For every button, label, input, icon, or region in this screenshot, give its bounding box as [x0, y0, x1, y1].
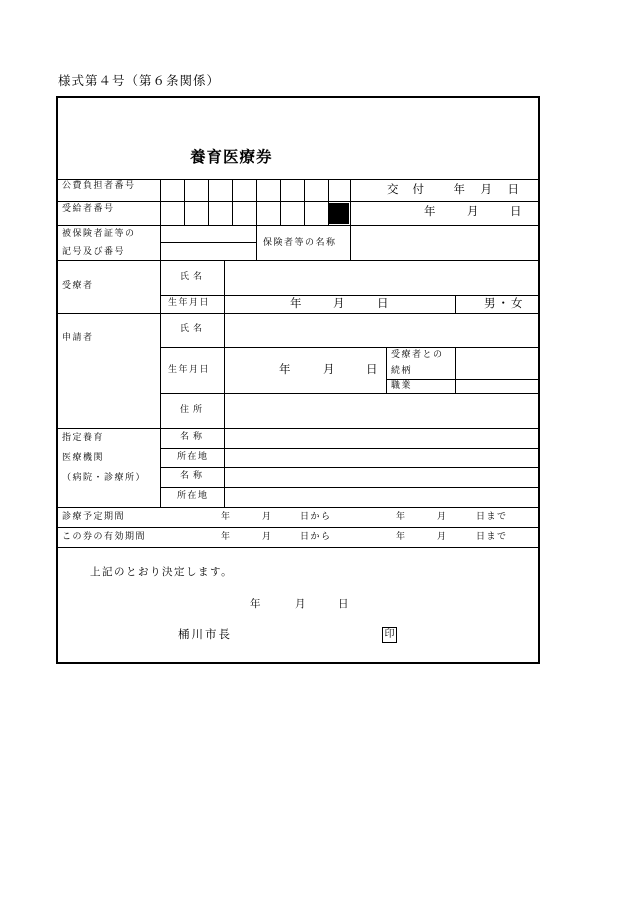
institution-name-label-2: 名称 [180, 471, 207, 481]
grid-line [455, 295, 456, 313]
institution-location-label-1: 所在地 [177, 452, 209, 462]
grid-line [184, 179, 185, 225]
seal-mark: 印 [382, 627, 397, 643]
issue-date [387, 184, 519, 196]
applicant-birth-year: 年 [279, 362, 291, 376]
grid-line [160, 347, 538, 348]
recipient-number-label: 受給者番号 [62, 204, 115, 214]
form-number-label: 様式第４号（第６条関係） [58, 73, 221, 88]
valid-from-year: 年 [221, 532, 232, 542]
grid-line [56, 428, 538, 429]
decision-year: 年 [250, 598, 262, 610]
insurance-card-label-2: 記号及び番号 [62, 247, 126, 257]
grid-line [224, 313, 225, 428]
valid-from: 日から [300, 532, 332, 542]
grid-line [455, 347, 456, 393]
treatment-until: 日まで [476, 512, 508, 522]
institution-location-label-2: 所在地 [177, 491, 209, 501]
valid-to-year: 年 [396, 532, 407, 542]
applicant-birth-day: 日 [366, 362, 378, 376]
grid-line [56, 507, 538, 508]
issue-year: 年 [453, 182, 465, 196]
treatment-to-month: 月 [437, 512, 448, 522]
grid-line [280, 179, 281, 225]
treatment-from-month: 月 [262, 512, 273, 522]
grid-line [232, 179, 233, 225]
applicant-birth-month: 月 [323, 362, 335, 376]
mayor-title: 桶川市長 [178, 627, 232, 641]
recipient-year: 年 [424, 204, 436, 218]
recipient-month: 月 [467, 204, 479, 218]
address-label: 住所 [180, 405, 207, 415]
grid-line [256, 225, 257, 260]
treatment-from: 日から [300, 512, 332, 522]
applicant-birthdate-label: 生年月日 [168, 365, 211, 375]
grid-line [350, 179, 351, 225]
patient-birthdate-label: 生年月日 [168, 298, 211, 308]
occupation-label: 職業 [391, 381, 413, 391]
grid-line [160, 448, 538, 449]
grid-line [386, 379, 538, 380]
issue-day: 日 [507, 182, 519, 196]
grid-line [256, 179, 257, 225]
patient-birth-month: 月 [333, 296, 345, 310]
relation-label-1: 受療者との [391, 350, 444, 360]
valid-period-label: この券の有効期間 [62, 532, 147, 542]
patient-name-label: 氏名 [180, 272, 207, 282]
grid-line [160, 295, 538, 296]
grid-line [208, 179, 209, 225]
institution-label-2: 医療機関 [62, 453, 105, 463]
grid-line [386, 347, 387, 393]
applicant-name-label: 氏名 [180, 324, 207, 334]
grid-line [224, 260, 225, 313]
grid-line [56, 313, 538, 314]
certificate-title: 養育医療券 [190, 148, 273, 166]
relation-label-2: 続柄 [391, 366, 413, 376]
grid-line [224, 428, 225, 507]
grid-line [56, 179, 538, 180]
institution-name-label-1: 名称 [180, 432, 207, 442]
issue-month: 月 [480, 182, 492, 196]
grid-line [304, 179, 305, 225]
institution-label-3: （病院・診療所） [62, 473, 147, 483]
grid-line [350, 225, 351, 260]
grid-line [56, 527, 538, 528]
grid-line [56, 225, 538, 226]
recipient-day: 日 [510, 204, 522, 218]
patient-birth-day: 日 [377, 296, 389, 310]
public-payer-number-label: 公費負担者番号 [62, 181, 136, 191]
decision-day: 日 [338, 598, 350, 610]
grid-line [160, 179, 161, 507]
valid-from-month: 月 [262, 532, 273, 542]
insurance-card-label-1: 被保険者証等の [62, 229, 136, 239]
sex-options: 男・女 [484, 296, 525, 310]
patient-label: 受療者 [62, 281, 94, 291]
issue-date-label: 交付 [387, 182, 438, 196]
treatment-to-year: 年 [396, 512, 407, 522]
decision-month: 月 [295, 598, 307, 610]
grid-line [160, 393, 538, 394]
applicant-label: 申請者 [62, 333, 94, 343]
grid-line [160, 487, 538, 488]
treatment-from-year: 年 [221, 512, 232, 522]
grid-line [160, 242, 256, 243]
decision-statement: 上記のとおり決定します。 [90, 566, 234, 578]
institution-label-1: 指定養育 [62, 433, 105, 443]
grid-line [160, 467, 538, 468]
insurer-name-label: 保険者等の名称 [263, 238, 337, 248]
valid-to-month: 月 [437, 532, 448, 542]
patient-birth-year: 年 [290, 296, 302, 310]
valid-until: 日まで [476, 532, 508, 542]
grid-line [56, 547, 538, 548]
grid-line [56, 260, 538, 261]
treatment-period-label: 診療予定期間 [62, 512, 126, 522]
grid-line [56, 201, 538, 202]
blacked-out-cell [328, 203, 349, 224]
